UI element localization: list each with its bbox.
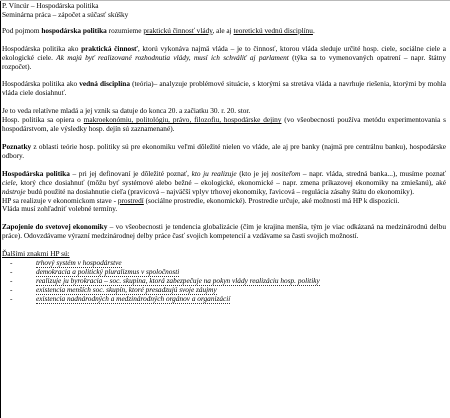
paragraph-world-economy (2, 223, 446, 241)
italic-ciele: ciele (2, 177, 16, 187)
text: (týka sa to vymenovaných opatrení – napr. štátny rozpočet). (2, 52, 446, 71)
term-hospodarska-politika: hospodárska politika (41, 25, 107, 35)
text: (kto je jej (236, 168, 272, 178)
term-svetova-ekonomika: Zapojenie do svetovej ekonomiky (2, 222, 108, 232)
term-prostredie: prostredí (117, 195, 144, 205)
term-teoreticka-disciplina: teoretickú vednú disciplínu (233, 25, 313, 35)
text: , ale aj (212, 25, 234, 35)
italic-kto-realizuje: kto ju realizuje (191, 168, 237, 178)
list-item: - trhový systém v hospodárstve (10, 258, 122, 268)
text: z oblasti teórie hosp. politiky sú pre ekonomiku veľmi dôležité nielen vo vláde, ale aj pre banky (najmä pre centrálnu banku), hospodárske odbory. (2, 141, 446, 160)
text: Hospodárska politika ako (2, 79, 80, 89)
paragraph-policy-definition (2, 170, 446, 197)
list-title: Ďalšími znakmi HP sú: (2, 249, 70, 259)
features-list (2, 259, 446, 304)
list-item: - existencia menších soc. skupín, ktoré presadzujú svoje záujmy (10, 284, 217, 294)
paragraph-definition (2, 27, 446, 36)
term-vedna-disciplina: vedná disciplína (79, 79, 130, 89)
italic-parliament: Ak majú byť realizované rozhodnutia vlády, musí ich schváliť aj parlament (56, 52, 289, 62)
list-item: - existencia nadnárodných a medzinárodných orgánov a organizácií (10, 293, 231, 303)
italic-nastroje: nástroje (2, 186, 26, 196)
paragraph-election-terms: Vláda musí zohľadniť volebné termíny. (2, 204, 118, 214)
text: rozumieme (106, 25, 144, 35)
paragraph-science-discipline (2, 80, 446, 98)
term-poznatky: Poznatky (2, 141, 32, 151)
text: Hosp. politika sa opiera o (2, 115, 84, 125)
list-item-text: existencia nadnárodných a medzinárodných orgánov a organizácií (36, 293, 231, 303)
header-line-2: Seminárna práca – zápočet a súčasť skúšky (2, 9, 129, 19)
paragraph-history-line: Je to veda relatívne mladá a jej vznik sa datuje do konca 20. a začiatku 30. r. 20. stor. (2, 106, 251, 116)
text: – pri jej definovaní je dôležité poznať, (69, 168, 192, 178)
list-item: - realizuje ju byrokracia – soc. skupina, ktorá zabezpečuje na pokyn vlády realizáciu hosp. politiky (10, 275, 320, 285)
term-prakticka-cinnost: praktickú činnosť vlády (143, 25, 213, 35)
text: Hospodárska politika ako (2, 43, 82, 53)
list-item-text: realizuje ju byrokracia – soc. skupina, ktorá zabezpečuje na pokyn vlády realizáciu hosp. politiky (36, 275, 320, 285)
text: (sociálne prostredie, ekonomické). Prostredie určuje, aké možnosti má HP k dispozícii. (143, 195, 400, 205)
text: – vo všeobecnosti je tendencia globalizácie (čím je krajina menšia, tým je viac odkázaná na medzinárodnú delbu práce). Odovzdávame výrazní medzinárodnej delby práce časť svojich kompetencií a vzdávame sa časti svojich možností. (2, 222, 446, 241)
term-hospodarska-politika-2: Hospodárska politika (2, 168, 70, 178)
text: , ktorú vykonáva najmä vláda – je to činnosť, ktorou vláda sleduje určité hosp. ciele, sociálne ciele a ekologické ciele. (2, 43, 446, 62)
paragraph-knowledge (2, 143, 446, 161)
list-item: - demokracia a politický pluralizmus v spoločnosti (10, 266, 180, 276)
related-disciplines-list: makroekonómiu, politológiu, právo, filozofiu, hospodárske dejiny (83, 115, 282, 125)
list-item-text: demokracia a politický pluralizmus v spoločnosti (36, 266, 180, 276)
text: HP sa realizuje v ekonomickom stave - (2, 195, 118, 205)
term-prakticka-cinnost-bold: praktická činnosť (81, 43, 138, 53)
italic-nositel: nositeľom (271, 168, 301, 178)
list-item-text: existencia menších soc. skupín, ktoré presadzujú svoje záujmy (36, 284, 217, 294)
document-body (2, 2, 446, 304)
text: , ktorý chce dosiahnuť (môžu byť systémové alebo bežné – ekologické, ekonomické – napr. zmena príkazovej ekonomiky na zmiešanú), aké (15, 177, 446, 187)
list-item-text: trhový systém v hospodárstve (36, 258, 122, 268)
text: (teória)– analyzuje problémové situácie, s ktorými sa stretáva vláda a navrhuje riešenia, ktorými by mohla vláda ciele dosiahnuť. (2, 79, 446, 98)
paragraph-related-disciplines (2, 116, 446, 134)
header-line-1: P. Víncúr – Hospodárska politika (2, 1, 99, 10)
text: – napr. vláda, stredná banka...), musíme poznať (300, 168, 446, 178)
text: . (312, 25, 315, 35)
text: Pod pojmom (2, 25, 42, 35)
paragraph-practical-activity (2, 45, 446, 72)
text: (vo všeobecnosti používa metódu experimentovania s hospodárstvom, ale výsledky hosp. dejín sú zaznamenané). (2, 115, 447, 134)
text: budú použité na dosiahnutie cieľa (pravicová – najväčší vplyv trhovej ekonomiky, ľavicová – regulácia zásahy štátu do ekonomiky). (25, 186, 415, 196)
